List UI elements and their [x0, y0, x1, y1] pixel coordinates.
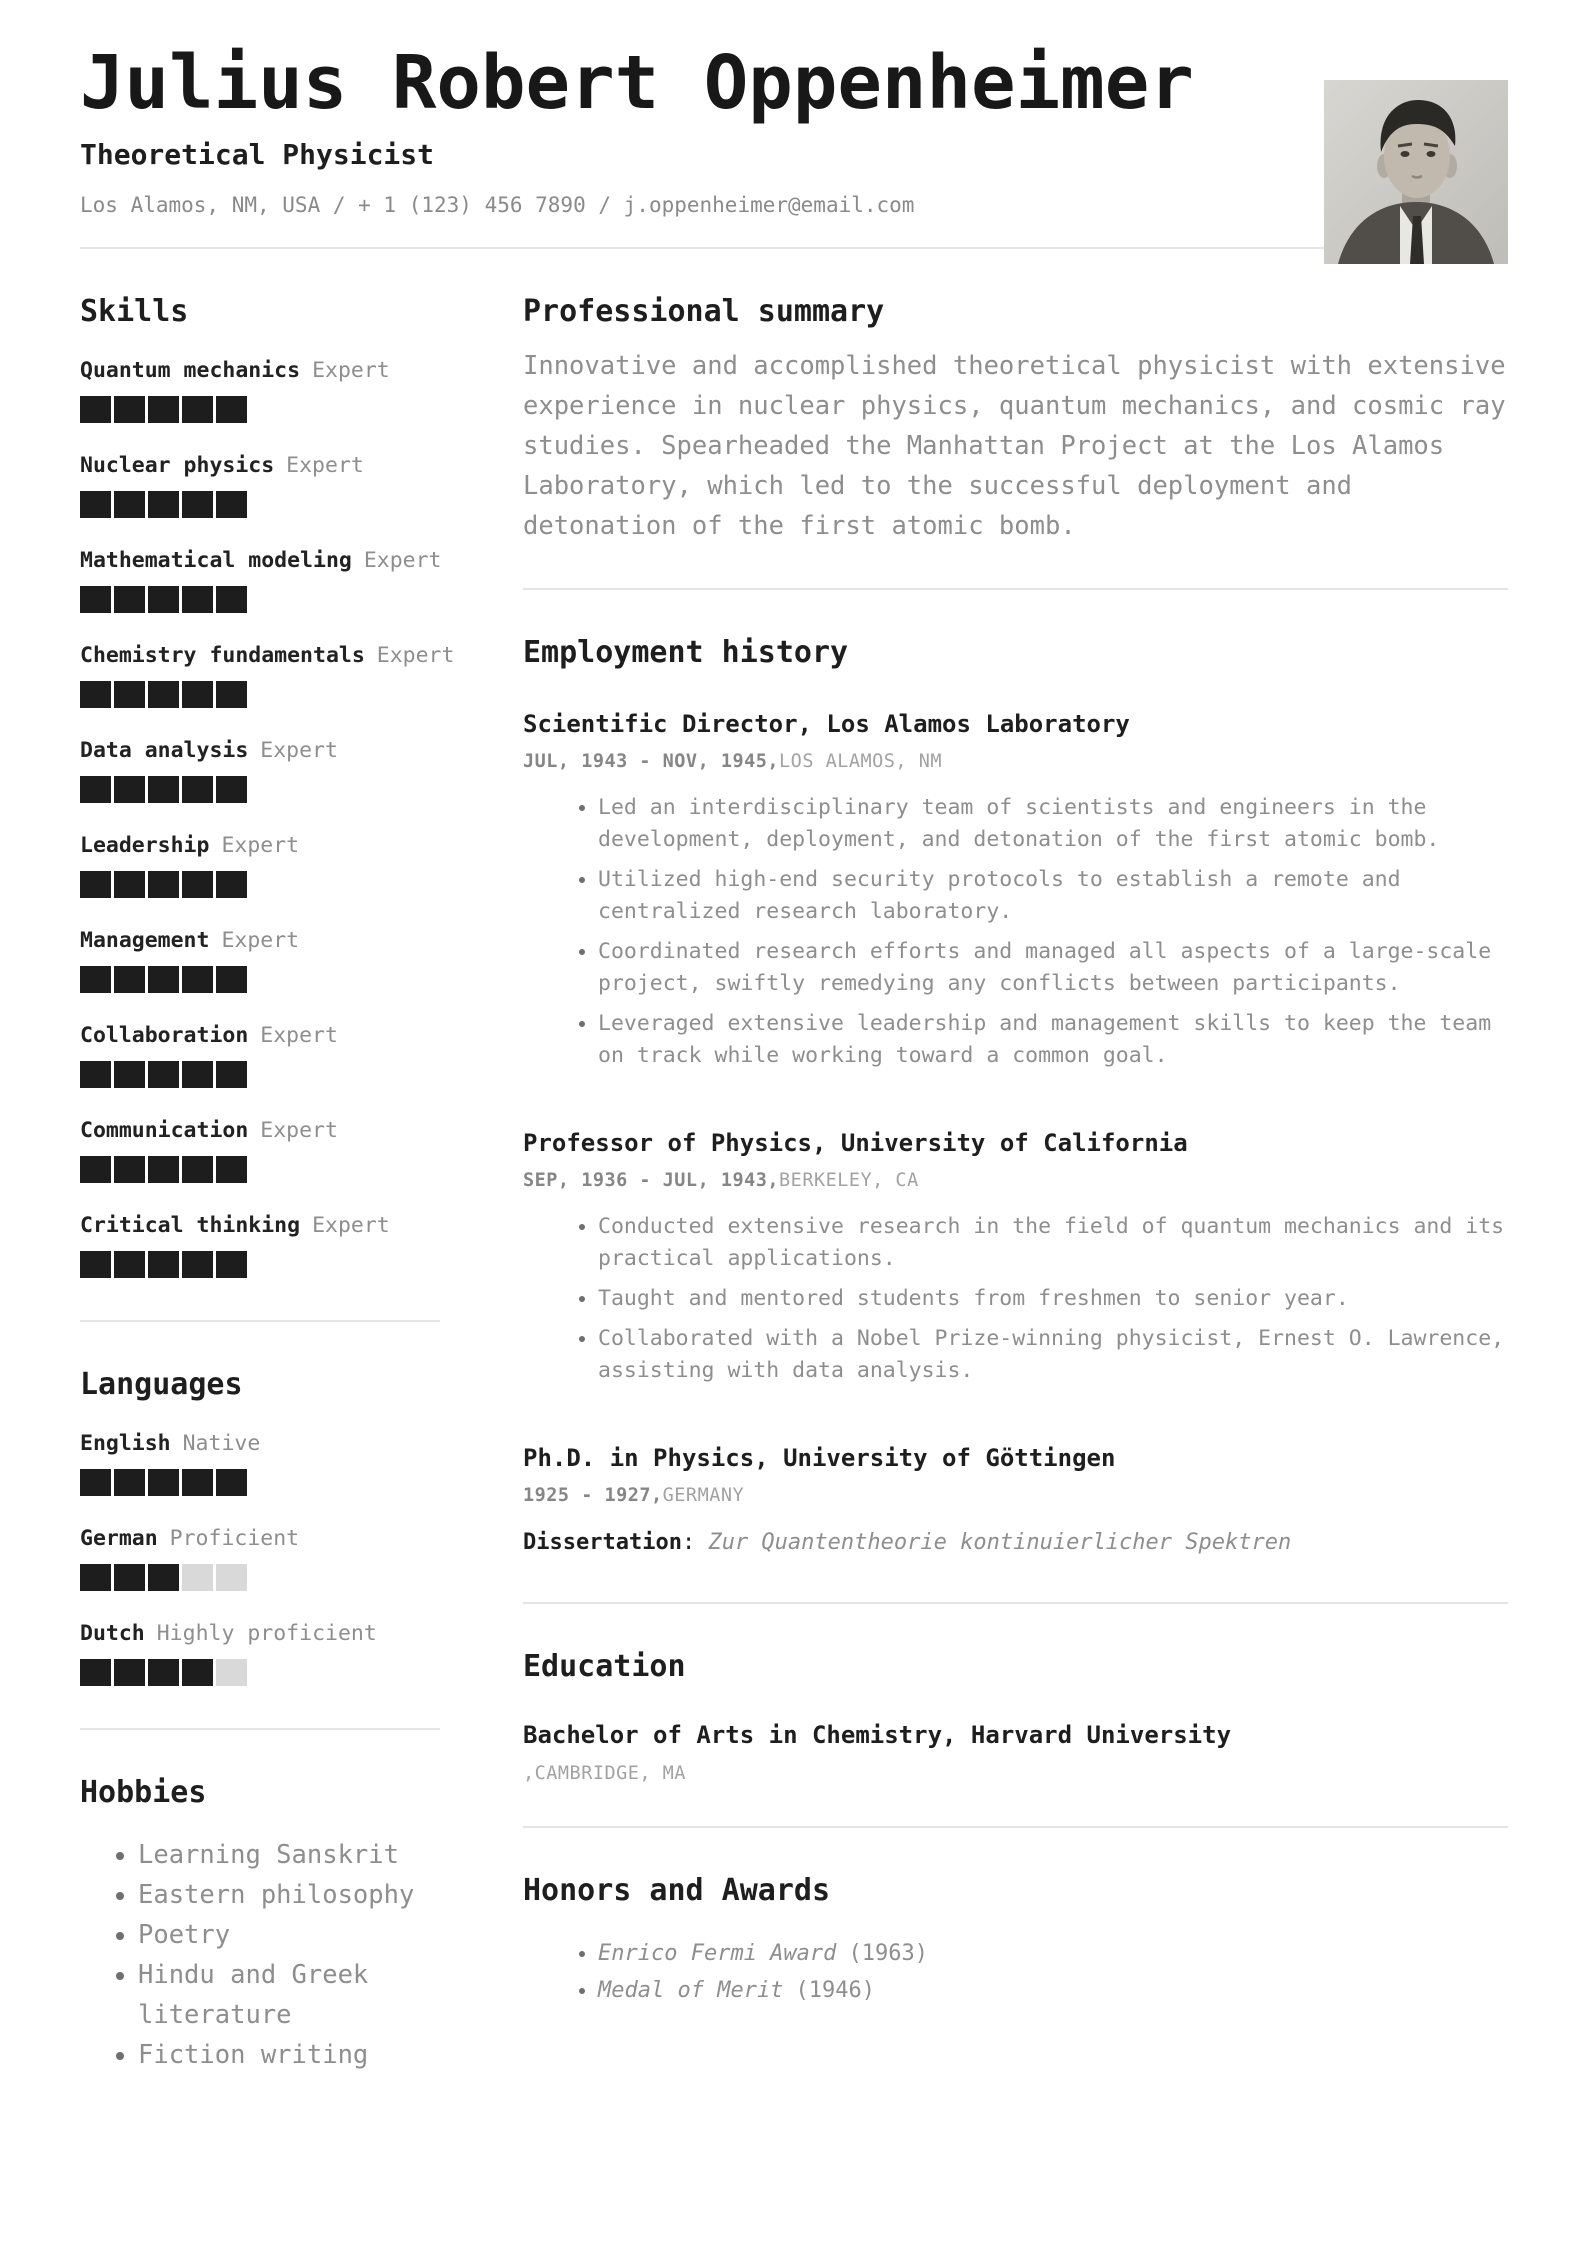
level-square-filled: [216, 681, 247, 708]
level-square-filled: [182, 396, 213, 423]
level-square-filled: [114, 1659, 145, 1686]
level-square-filled: [216, 1251, 247, 1278]
level-square-filled: [114, 1469, 145, 1496]
hobby-item: • Poetry: [138, 1915, 438, 1955]
skill-bar: [80, 396, 440, 423]
header: [80, 40, 1508, 217]
level-square-filled: [114, 1564, 145, 1591]
sidebar-divider: [80, 1320, 440, 1322]
language-item: [80, 1526, 440, 1591]
skill-item: [80, 358, 440, 423]
dissertation-label: Dissertation: [523, 1529, 682, 1555]
honor-item: [598, 1935, 1508, 1972]
level-square-filled: [182, 586, 213, 613]
job-meta: [523, 751, 1508, 772]
job-bullet: • Coordinated research efforts and managed all aspects of a large-scale project, swiftly remedying any conflicts between participants.: [598, 936, 1508, 1000]
honors-list: [523, 1935, 1508, 2009]
level-square-filled: [216, 1469, 247, 1496]
job-bullet: • Led an interdisciplinary team of scientists and engineers in the development, deployment, and detonation of the first atomic bomb.: [598, 792, 1508, 856]
job-bullet: • Conducted extensive research in the field of quantum mechanics and its practical applications.: [598, 1211, 1508, 1275]
skill-item: [80, 1118, 440, 1183]
skill-bar: [80, 1156, 440, 1183]
level-square-filled: [216, 491, 247, 518]
honor-year: (1963): [848, 1940, 928, 1966]
dissertation-separator: :: [681, 1529, 709, 1555]
profile-photo: [1324, 80, 1508, 264]
language-level-label: Native: [182, 1430, 261, 1456]
language-name: German: [80, 1525, 158, 1551]
level-square-filled: [148, 871, 179, 898]
level-square-filled: [182, 1251, 213, 1278]
level-square-filled: [114, 1251, 145, 1278]
skill-item: [80, 1023, 440, 1088]
dissertation-line: [523, 1526, 1508, 1560]
level-square-filled: [148, 776, 179, 803]
job-bullet-list: [523, 792, 1508, 1072]
level-square-filled: [80, 586, 111, 613]
hobbies-list: [80, 1835, 440, 2075]
language-bar: [80, 1469, 440, 1496]
skill-bar: [80, 586, 440, 613]
job-meta: [523, 1485, 1508, 1506]
skill-bar: [80, 776, 440, 803]
skill-level-label: Expert: [221, 832, 300, 858]
language-item: [80, 1431, 440, 1496]
level-square-filled: [80, 871, 111, 898]
language-name: English: [80, 1430, 171, 1456]
skill-name: Nuclear physics: [80, 452, 275, 478]
skill-bar: [80, 966, 440, 993]
level-square-filled: [148, 966, 179, 993]
job-dates: 1925 - 1927,: [523, 1484, 663, 1506]
skill-level-label: Expert: [221, 927, 300, 953]
level-square-filled: [114, 871, 145, 898]
summary-section-title: Professional summary: [523, 293, 885, 329]
person-name: Julius Robert Oppenheimer: [80, 40, 1194, 126]
skill-name: Collaboration: [80, 1022, 249, 1048]
skill-name: Quantum mechanics: [80, 357, 301, 383]
skill-item: [80, 833, 440, 898]
skill-level-label: Expert: [312, 1212, 390, 1238]
level-square-filled: [80, 1251, 111, 1278]
honor-item: [598, 1972, 1508, 2009]
level-square-filled: [80, 396, 111, 423]
skill-level-label: Expert: [286, 452, 364, 478]
level-square-filled: [182, 1156, 213, 1183]
skill-item: [80, 453, 440, 518]
employment-entry: [523, 709, 1508, 1072]
level-square-filled: [114, 966, 145, 993]
skill-item: [80, 928, 440, 993]
language-bar: [80, 1659, 440, 1686]
skill-item: [80, 548, 440, 613]
degree-title: Ph.D. in Physics, University of Göttingen: [523, 1443, 1116, 1472]
level-square-filled: [80, 491, 111, 518]
skill-level-label: Expert: [363, 547, 442, 573]
level-square-filled: [216, 776, 247, 803]
level-square-filled: [216, 396, 247, 423]
skill-name: Management: [80, 927, 210, 953]
level-square-filled: [148, 1156, 179, 1183]
level-square-filled: [114, 776, 145, 803]
sidebar-divider: [80, 1728, 440, 1730]
language-name: Dutch: [80, 1620, 145, 1646]
main-column: [523, 249, 1508, 2009]
sidebar-column: [80, 249, 455, 2075]
level-square-filled: [114, 396, 145, 423]
skill-name: Mathematical modeling: [80, 547, 352, 573]
contact-line: Los Alamos, NM, USA / + 1 (123) 456 7890 / j.oppenheimer@email.com: [80, 192, 915, 217]
level-square-filled: [182, 681, 213, 708]
level-square-filled: [80, 966, 111, 993]
level-square-filled: [216, 871, 247, 898]
language-level-label: Highly proficient: [156, 1620, 377, 1646]
education-location: ,CAMBRIDGE, MA: [523, 1762, 686, 1784]
skill-bar: [80, 681, 440, 708]
honors-section-title: Honors and Awards: [523, 1872, 831, 1908]
skill-level-label: Expert: [376, 642, 455, 668]
education-entry: [523, 1721, 1508, 1784]
job-dates: JUL, 1943 - NOV, 1945,: [523, 750, 780, 772]
level-square-filled: [148, 1659, 179, 1686]
level-square-filled: [182, 1061, 213, 1088]
level-square-filled: [182, 776, 213, 803]
level-square-filled: [216, 966, 247, 993]
skill-bar: [80, 491, 440, 518]
hobby-item: • Learning Sanskrit: [138, 1835, 438, 1875]
level-square-filled: [216, 586, 247, 613]
job-bullet: • Utilized high-end security protocols to establish a remote and centralized research laboratory.: [598, 864, 1508, 928]
skill-level-label: Expert: [312, 357, 390, 383]
level-square-filled: [114, 1156, 145, 1183]
language-item: [80, 1621, 440, 1686]
skill-name: Data analysis: [80, 737, 249, 763]
level-square-filled: [182, 1659, 213, 1686]
hobbies-section-title: Hobbies: [80, 1774, 207, 1810]
honor-year: (1946): [795, 1977, 876, 2003]
level-square-filled: [80, 1061, 111, 1088]
level-square-filled: [148, 491, 179, 518]
skill-name: Communication: [80, 1117, 249, 1143]
level-square-filled: [148, 586, 179, 613]
job-title: Scientific Director, Los Alamos Laboratory: [523, 709, 1130, 738]
education-section-title: Education: [523, 1648, 686, 1684]
skill-level-label: Expert: [260, 1117, 338, 1143]
content-columns: [80, 249, 1508, 2075]
level-square-filled: [216, 1061, 247, 1088]
main-divider: [523, 1826, 1508, 1828]
level-square-filled: [148, 1061, 179, 1088]
skill-level-label: Expert: [260, 737, 338, 763]
skill-item: [80, 738, 440, 803]
level-square-filled: [80, 1564, 111, 1591]
level-square-filled: [148, 396, 179, 423]
job-location: GERMANY: [662, 1484, 745, 1506]
dissertation-title: Zur Quantentheorie kontinuierlicher Spektren: [708, 1529, 1292, 1555]
level-square-filled: [216, 1156, 247, 1183]
job-bullet: • Collaborated with a Nobel Prize-winning physicist, Ernest O. Lawrence, assisting with data analysis.: [598, 1323, 1508, 1387]
level-square-filled: [182, 871, 213, 898]
language-level-label: Proficient: [169, 1525, 300, 1551]
level-square-filled: [80, 681, 111, 708]
skill-name: Chemistry fundamentals: [80, 642, 365, 668]
person-role: Theoretical Physicist: [80, 137, 435, 171]
skill-level-label: Expert: [260, 1022, 338, 1048]
level-square-filled: [182, 966, 213, 993]
job-location: BERKELEY, CA: [779, 1169, 919, 1191]
level-square-filled: [114, 1061, 145, 1088]
skill-item: [80, 642, 455, 708]
level-square-filled: [80, 1469, 111, 1496]
employment-section-title: Employment history: [523, 634, 849, 670]
level-square-filled: [148, 1251, 179, 1278]
honor-name: Enrico Fermi Award: [598, 1940, 837, 1966]
job-bullet: • Leveraged extensive leadership and management skills to keep the team on track while working toward a common goal.: [598, 1008, 1508, 1072]
job-title: Professor of Physics, University of California: [523, 1128, 1188, 1157]
skill-name: Leadership: [80, 832, 210, 858]
employment-entry: [523, 1443, 1508, 1560]
hobby-item: • Fiction writing: [138, 2035, 438, 2075]
level-square-filled: [80, 1659, 111, 1686]
employment-entry: [523, 1128, 1508, 1387]
level-square-filled: [114, 586, 145, 613]
level-square-filled: [148, 681, 179, 708]
level-square-filled: [182, 1469, 213, 1496]
portrait-photo-placeholder: [1324, 80, 1508, 264]
education-degree: Bachelor of Arts in Chemistry, Harvard University: [523, 1720, 1232, 1749]
language-bar: [80, 1564, 440, 1591]
job-bullet-list: [523, 1211, 1508, 1387]
level-square-empty: [216, 1659, 247, 1686]
summary-text: Innovative and accomplished theoretical physicist with extensive experience in nuclear physics, quantum mechanics, and cosmic ray studies. Spearheaded the Manhattan Project at the Los Alamos Laboratory, which led to the successful deployment and detonation of the first atomic bomb.: [523, 350, 1506, 541]
level-square-filled: [182, 491, 213, 518]
job-dates: SEP, 1936 - JUL, 1943,: [523, 1169, 780, 1191]
skill-name: Critical thinking: [80, 1212, 301, 1238]
skill-bar: [80, 871, 440, 898]
job-meta: [523, 1170, 1508, 1191]
job-bullet: • Taught and mentored students from freshmen to senior year.: [598, 1283, 1508, 1315]
hobby-item: • Eastern philosophy: [138, 1875, 438, 1915]
level-square-filled: [80, 776, 111, 803]
hobby-item: • Hindu and Greek literature: [138, 1955, 438, 2035]
level-square-filled: [148, 1469, 179, 1496]
main-divider: [523, 588, 1508, 590]
skill-bar: [80, 1251, 440, 1278]
skill-item: [80, 1213, 440, 1278]
job-location: LOS ALAMOS, NM: [779, 750, 942, 772]
level-square-empty: [182, 1564, 213, 1591]
level-square-filled: [148, 1564, 179, 1591]
level-square-filled: [114, 491, 145, 518]
languages-section-title: Languages: [80, 1366, 243, 1402]
skills-section-title: Skills: [80, 293, 189, 329]
level-square-filled: [114, 681, 145, 708]
main-divider: [523, 1602, 1508, 1604]
level-square-filled: [80, 1156, 111, 1183]
honor-name: Medal of Merit: [598, 1977, 784, 2003]
level-square-empty: [216, 1564, 247, 1591]
skill-bar: [80, 1061, 440, 1088]
